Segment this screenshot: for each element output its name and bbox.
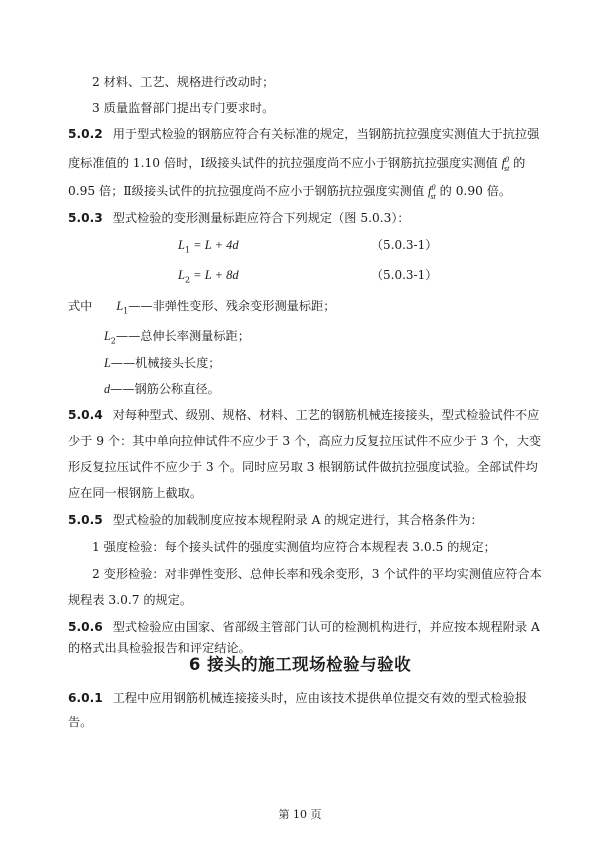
def-text: ——非弹性变形、残余变形测量标距； [128, 299, 336, 313]
clause-number: 5.0.5 [68, 513, 103, 527]
clause-number: 5.0.6 [68, 620, 103, 634]
clause-text: 工程中应用钢筋机械连接接头时，应由该技术提供单位提交有效的型式检验报 [112, 691, 528, 705]
formula-sup: 0 [431, 183, 436, 192]
list-item-2: 2 材料、工艺、规格进行改动时； [92, 75, 275, 89]
def-sub: 1 [123, 306, 129, 316]
clause-5-0-4-line-1 [68, 405, 540, 425]
clause-5-0-5-line-1 [68, 510, 534, 530]
definition-4 [104, 379, 534, 399]
clause-5-0-4-line-4: 应在同一根钢筋上截取。 [68, 486, 203, 500]
clause-6-0-1-line-2: 告。 [68, 715, 93, 729]
clause-5-0-5-item-2-line-2: 规程表 3.0.7 的规定。 [68, 593, 193, 607]
def-text: ——总伸长率测量标距； [115, 329, 250, 343]
clause-5-0-5-item-2-line-1: 2 变形检验：对非弹性变形、总伸长率和残余变形，3 个试件的平均实测值应符合本 [92, 567, 542, 581]
clause-text: 对每种型式、级别、规格、材料、工艺的钢筋机械连接接头，型式检验试件不应 [112, 408, 540, 422]
clause-5-0-4-line-3: 形反复拉压试件不应少于 3 个。同时应另取 3 根钢筋试件做抗拉强度试验。全部试件均 [68, 460, 538, 474]
eq-symbol: L [178, 238, 185, 252]
clause-5-0-6-line-2: 的格式出具检验报告和评定结论。 [68, 641, 251, 655]
def-symbol: d [104, 382, 111, 396]
clause-6-0-1-line-1 [68, 688, 534, 708]
clause-number: 6.0.1 [68, 691, 103, 705]
clause-5-0-2-line-2 [68, 150, 534, 179]
definition-3 [104, 353, 534, 373]
equation-2 [178, 265, 239, 291]
list-item-3: 3 质量监督部门提出专门要求时。 [92, 101, 275, 115]
where-label: 式中 [68, 299, 93, 313]
formula-sup: 0 [504, 155, 509, 164]
clause-5-0-2-line-1 [68, 124, 540, 144]
eq-symbol: L [178, 268, 185, 282]
clause-5-0-4-line-2: 少于 9 个：其中单向拉伸试件不应少于 3 个，高应力反复拉压试件不应少于 3 个，大变 [68, 434, 542, 448]
eq-rhs: = L + 8d [190, 268, 239, 282]
clause-number: 5.0.2 [68, 127, 103, 141]
clause-5-0-6-line-1 [68, 617, 540, 637]
def-symbol: L [116, 299, 124, 313]
def-symbol: L [104, 329, 111, 343]
clause-text: 用于型式检验的钢筋应符合有关标准的规定，当钢筋抗拉强度实测值大于抗拉强 [112, 127, 540, 141]
page-number: 第 10 页 [278, 808, 322, 821]
clause-text: 型式检验的加载制度应按本规程附录 A 的规定进行，其合格条件为： [112, 513, 483, 527]
clause-number: 5.0.3 [68, 211, 103, 225]
def-text: ——钢筋公称直径。 [110, 382, 220, 396]
equation-1 [178, 235, 239, 261]
formula-fstk [428, 183, 436, 201]
equation-2-number: （5.0.3-1） [371, 268, 438, 282]
clause-text: 的 [509, 156, 526, 171]
chapter-heading: 6 接头的施工现场检验与验收 [188, 655, 412, 674]
formula-sub: st [503, 163, 510, 173]
clause-text: 型式检验应由国家、省部级主管部门认可的检测机构进行，并应按本规程附录 A [112, 620, 540, 634]
def-symbol: L [104, 356, 111, 370]
eq-sub: 2 [184, 275, 191, 285]
clause-text: 度标准值的 1.10 倍时，Ⅰ级接头试件的抗拉强度尚不应小于钢筋抗拉强度实测值 [68, 156, 502, 171]
definition-1 [68, 296, 534, 321]
formula-sub: st [430, 191, 436, 201]
def-text: ——机械接头长度； [110, 356, 221, 370]
formula-symbol: f [501, 156, 505, 171]
clause-text: 型式检验的变形测量标距应符合下列规定（图 5.0.3）： [112, 211, 410, 225]
def-sub: 2 [110, 336, 116, 346]
clause-5-0-5-item-1: 1 强度检验：每个接头试件的强度实测值均应符合本规程表 3.0.5 的规定； [92, 540, 496, 554]
formula-symbol: f [428, 184, 432, 199]
eq-sub: 1 [184, 245, 191, 255]
eq-rhs: = L + 4d [190, 238, 239, 252]
clause-text: 的 0.90 倍。 [435, 184, 512, 199]
equation-1-number: （5.0.3-1） [371, 238, 438, 252]
definition-2 [104, 326, 534, 351]
clause-text: 0.95 倍；Ⅱ级接头试件的抗拉强度尚不应小于钢筋抗拉强度实测值 [68, 184, 429, 199]
clause-5-0-2-line-3 [68, 178, 534, 207]
clause-number: 5.0.4 [68, 408, 103, 422]
clause-5-0-3-line-1 [68, 208, 534, 228]
